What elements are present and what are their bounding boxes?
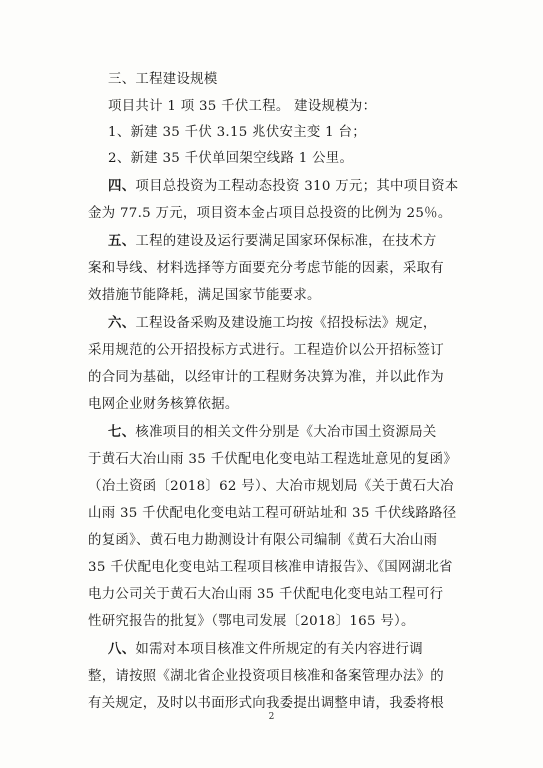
page-number: 2 xyxy=(268,712,275,722)
paragraph-7-line-3: （冶土资函〔2018〕62 号）、大冶市规划局《关于黄石大冶 xyxy=(88,479,454,494)
paragraph-8-line-2: 整，请按照《湖北省企业投资项目核准和备案管理办法》的 xyxy=(88,669,444,684)
paragraph-line: 项目共计 1 项 35 千伏工程。 建设规模为： xyxy=(108,99,377,114)
paragraph-8-lead: 八、 xyxy=(108,641,136,657)
paragraph-7-line-6: 35 千伏配电化变电站工程项目核准申请报告》、《国网湖北省 xyxy=(88,560,453,575)
list-item-1: 1、新建 35 千伏 3.15 兆伏安主变 1 台； xyxy=(108,125,366,140)
paragraph-5-line-1: 五、工程的建设及运行要满足国家环保标准，在技术方 xyxy=(108,233,437,249)
paragraph-5-line-3: 效措施节能降耗，满足国家节能要求。 xyxy=(88,288,321,303)
paragraph-5-lead: 五、 xyxy=(108,233,136,249)
paragraph-6-line-2: 采用规范的公开招投标方式进行。工程造价以公开招标签订 xyxy=(88,343,444,358)
paragraph-6-line-3: 的合同为基础，以经审计的工程财务决算为准，并以此作为 xyxy=(88,370,444,385)
paragraph-7-line-5: 的复函》、黄石电力勘测设计有限公司编制《黄石大冶山雨 xyxy=(88,533,438,548)
section-heading-3: 三、工程建设规模 xyxy=(108,72,218,87)
list-item-2: 2、新建 35 千伏单回架空线路 1 公里。 xyxy=(108,151,354,166)
paragraph-8-line-3: 有关规定，及时以书面形式向我委提出调整申请，我委将根 xyxy=(88,696,444,711)
paragraph-5-line-2: 案和导线、材料选择等方面要充分考虑节能的因素，采取有 xyxy=(88,261,444,276)
paragraph-7-lead: 七、 xyxy=(108,424,136,440)
paragraph-7-line-1: 七、核准项目的相关文件分别是《大冶市国土资源局关 xyxy=(108,424,437,440)
paragraph-4-lead: 四、 xyxy=(108,178,136,194)
paragraph-4-line-2: 金为 77.5 万元，项目资本金占项目总投资的比例为 25％。 xyxy=(88,206,452,221)
paragraph-8-line-1: 八、如需对本项目核准文件所规定的有关内容进行调 xyxy=(108,641,423,657)
paragraph-4-line-1: 四、项目总投资为工程动态投资 310 万元；其中项目资本 xyxy=(108,178,459,194)
paragraph-7-line-4: 山雨 35 千伏配电化变电站工程可研站址和 35 千伏线路路径 xyxy=(88,506,457,521)
paragraph-6-line-1: 六、工程设备采购及建设施工均按《招投标法》规定， xyxy=(108,315,437,331)
paragraph-7-line-8: 性研究报告的批复》（鄂电司发展〔2018〕165 号）。 xyxy=(88,614,415,629)
paragraph-6-lead: 六、 xyxy=(108,315,136,331)
paragraph-7-line-7: 电力公司关于黄石大冶山雨 35 千伏配电化变电站工程可行 xyxy=(88,587,444,602)
paragraph-6-line-4: 电网企业财务核算依据。 xyxy=(88,397,239,412)
paragraph-7-line-2: 于黄石大冶山雨 35 千伏配电化变电站工程选址意见的复函》 xyxy=(88,452,458,467)
